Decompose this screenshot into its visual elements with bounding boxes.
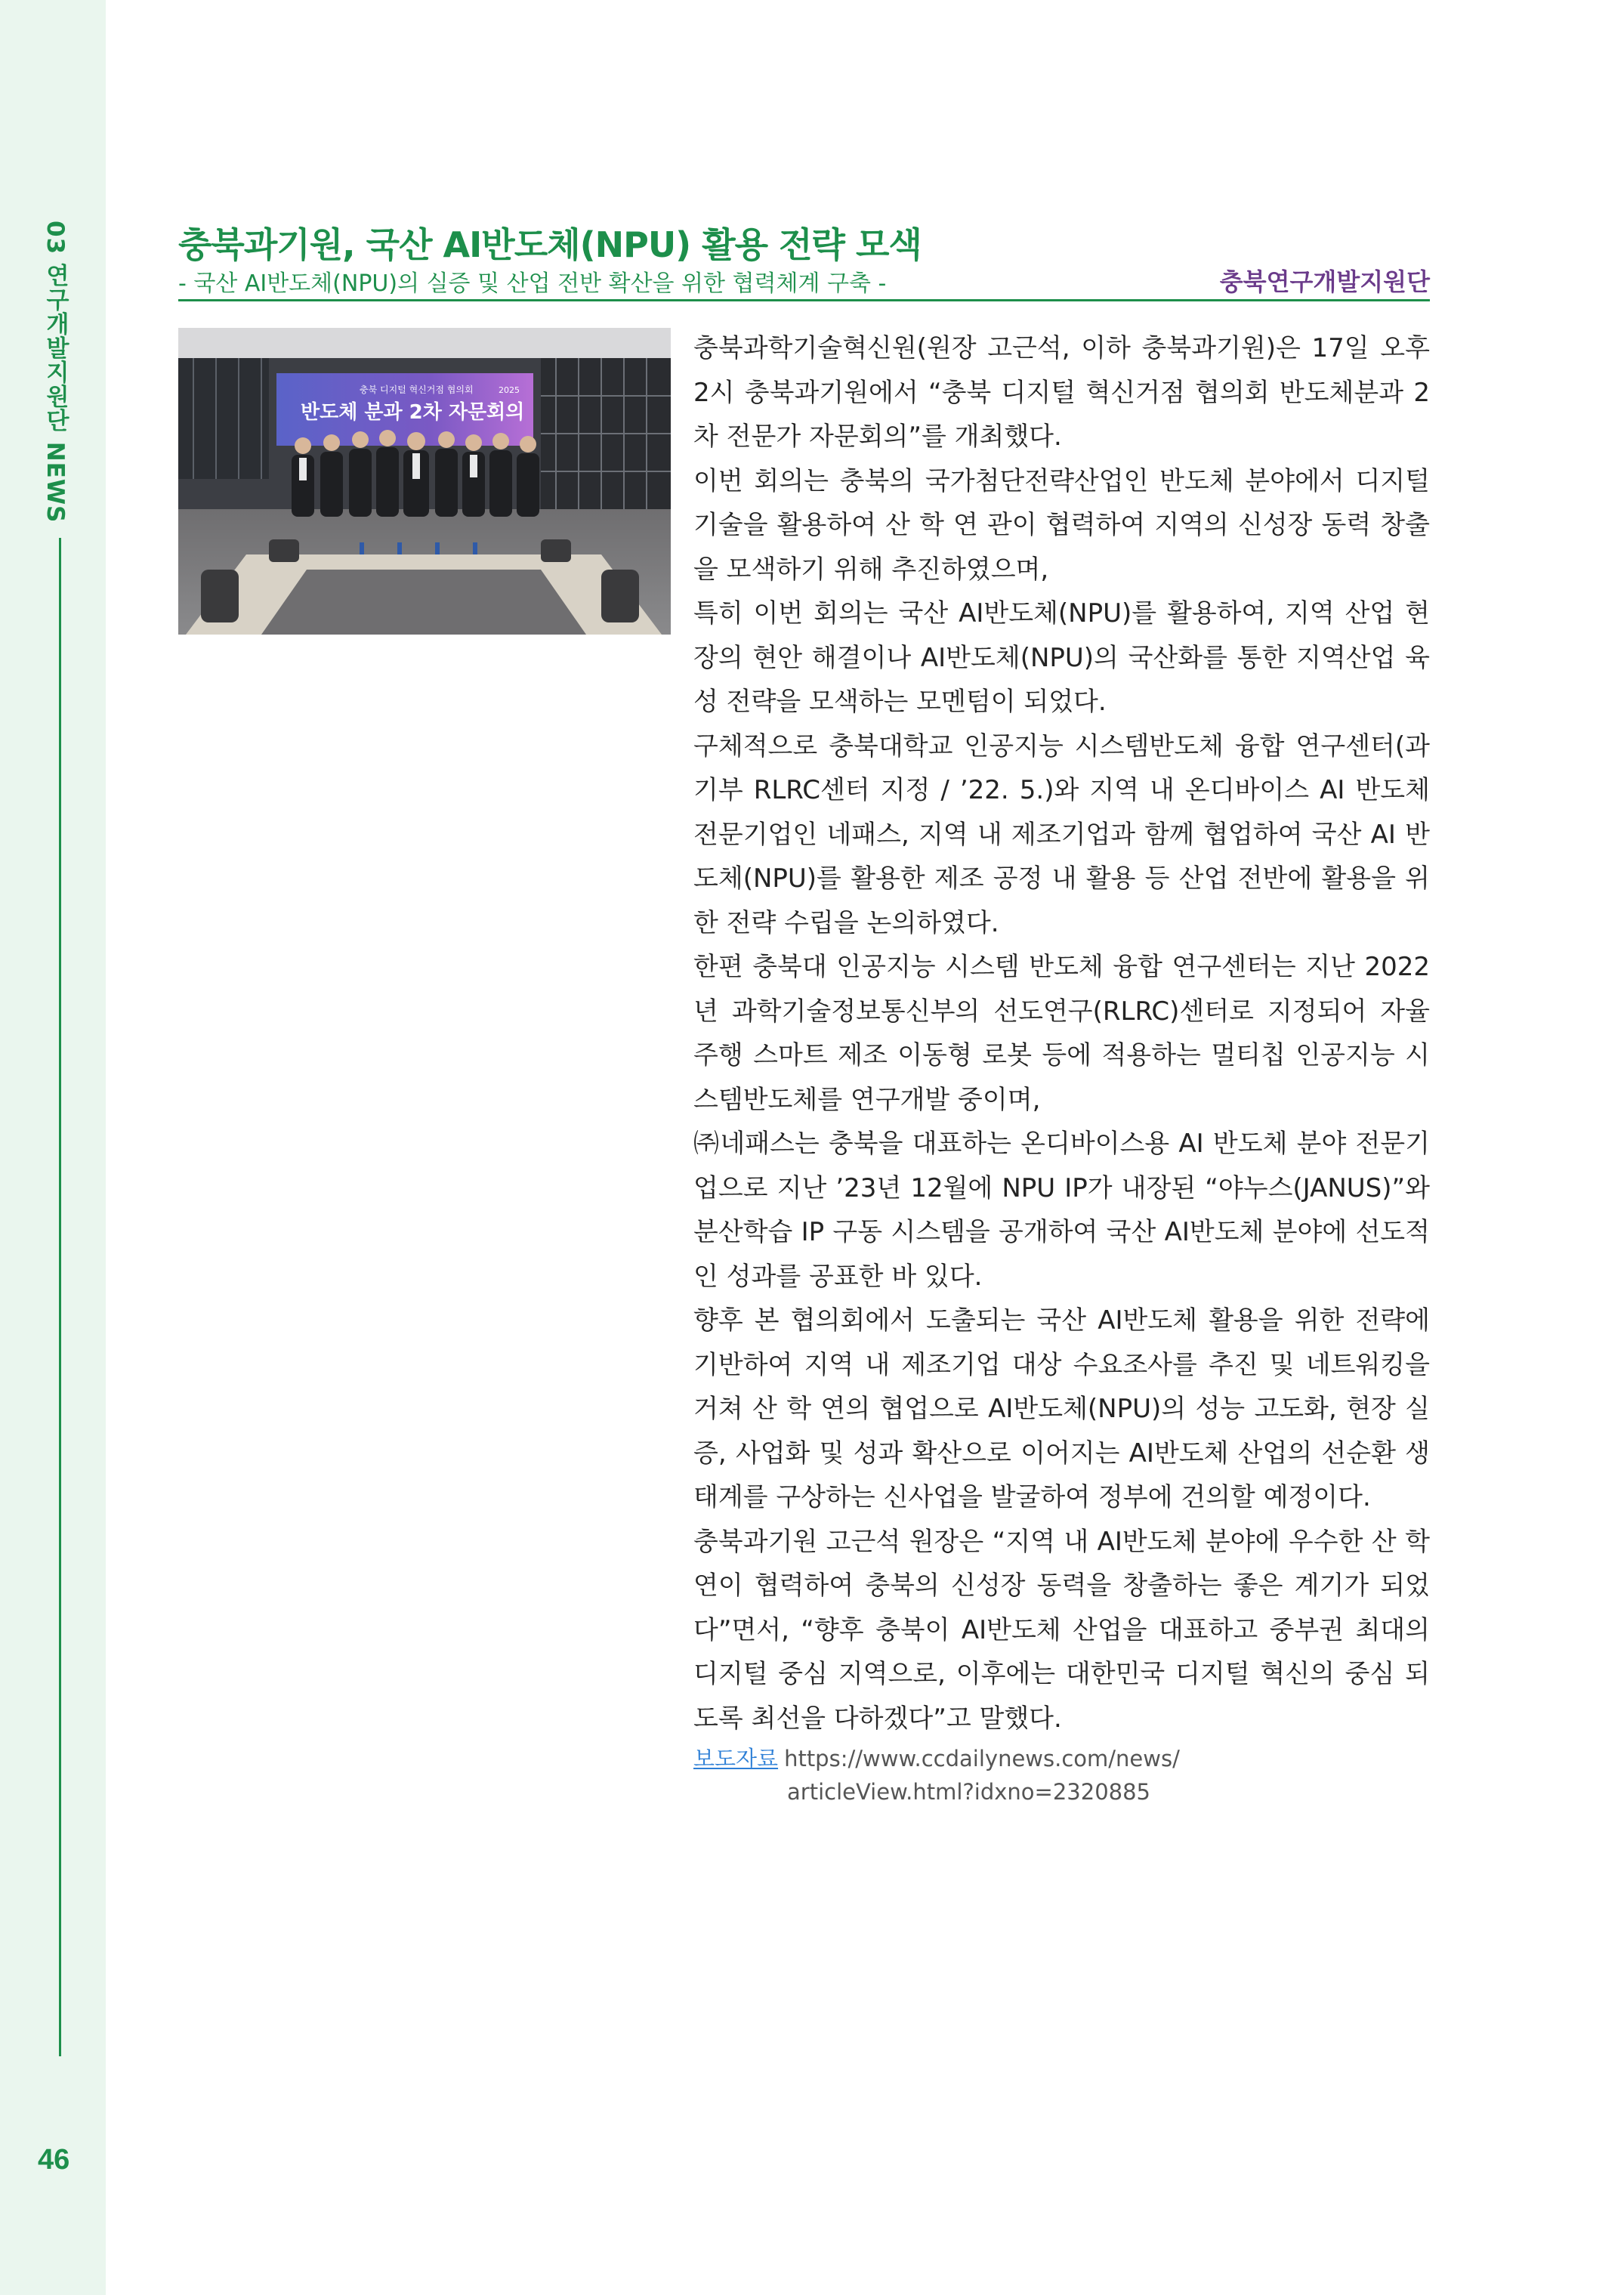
banner-year: 2025 bbox=[499, 385, 520, 395]
banner-line2: 반도체 분과 2차 자문회의 bbox=[301, 401, 525, 424]
organization-name: 충북연구개발지원단 bbox=[1219, 267, 1430, 296]
sidebar-divider bbox=[59, 538, 61, 2056]
press-url-line2[interactable]: articleView.html?idxno=2320885 bbox=[787, 1779, 1150, 1805]
press-url-line1[interactable]: https://www.ccdailynews.com/news/ bbox=[784, 1746, 1180, 1771]
article-subtitle: - 국산 AI반도체(NPU)의 실증 및 산업 전반 확산을 위한 협력체계 구축 - bbox=[178, 270, 887, 297]
paragraph: 충북과학기술혁신원(원장 고근석, 이하 충북과기원)은 17일 오후 2시 충북과기원에서 “충북 디지털 혁신거점 협의회 반도체분과 2차 전문가 자문회의”를 개최했다. bbox=[693, 333, 1430, 452]
banner-line1: 충북 디지털 혁신거점 협의회 bbox=[360, 385, 474, 395]
article-title: 충북과기원, 국산 AI반도체(NPU) 활용 전략 모색 bbox=[178, 224, 922, 265]
meeting-photo-drawing bbox=[178, 328, 671, 635]
paragraph: 구체적으로 충북대학교 인공지능 시스템반도체 융합 연구센터(과기부 RLRC센터 지정 / ’22. 5.)와 지역 내 온디바이스 AI 반도체 전문기업인 네패스, 지역 내 제조기업과 함께 협업하여 국산 AI 반도체(NPU)를 활용한 제조 공정 내 활용 등 산업 전반에 활용을 위한 전략 수립을 논의하였다. bbox=[693, 731, 1430, 938]
page-number: 46 bbox=[38, 2144, 70, 2176]
paragraph: 특히 이번 회의는 국산 AI반도체(NPU)를 활용하여, 지역 산업 현장의 현안 해결이나 AI반도체(NPU)의 국산화를 통한 지역산업 육성 전략을 모색하는 모멘텀이 되었다. bbox=[693, 598, 1430, 717]
section-label: 03 연구개발지원단 NEWS bbox=[42, 221, 69, 524]
paragraph: 충북과기원 고근석 원장은 “지역 내 AI반도체 분야에 우수한 산 학 연이 협력하여 충북의 신성장 동력을 창출하는 좋은 계기가 되었다”면서, “향후 충북이 AI반도체 산업을 대표하고 중부권 최대의 디지털 중심 지역으로, 이후에는 대한민국 디지털 혁신의 중심 되도록 최선을 다하겠다”고 말했다. bbox=[693, 1526, 1430, 1734]
press-release bbox=[693, 1742, 1430, 1809]
attendees-group bbox=[292, 430, 539, 517]
press-release-link[interactable]: 보도자료 bbox=[693, 1746, 779, 1771]
sidebar bbox=[0, 0, 106, 2295]
meeting-photo bbox=[178, 328, 671, 635]
paragraph: 이번 회의는 충북의 국가첨단전략산업인 반도체 분야에서 디지털 기술을 활용하여 산 학 연 관이 협력하여 지역의 신성장 동력 창출을 모색하기 위해 추진하였으며, bbox=[693, 465, 1430, 585]
paragraph: 한편 충북대 인공지능 시스템 반도체 융합 연구센터는 지난 2022년 과학기술정보통신부의 선도연구(RLRC)센터로 지정되어 자율주행 스마트 제조 이동형 로봇 등에 적용하는 멀티칩 인공지능 시스템반도체를 연구개발 중이며, bbox=[693, 952, 1430, 1115]
title-underline bbox=[178, 299, 1430, 301]
paragraph: 향후 본 협의회에서 도출되는 국산 AI반도체 활용을 위한 전략에 기반하여 지역 내 제조기업 대상 수요조사를 추진 및 네트워킹을 거쳐 산 학 연의 협업으로 AI반도체(NPU)의 성능 고도화, 현장 실증, 사업화 및 성과 확산으로 이어지는 AI반도체 산업의 선순환 생태계를 구상하는 신사업을 발굴하여 정부에 건의할 예정이다. bbox=[693, 1305, 1430, 1512]
paragraph: ㈜네패스는 충북을 대표하는 온디바이스용 AI 반도체 분야 전문기업으로 지난 ’23년 12월에 NPU IP가 내장된 “야누스(JANUS)”와 분산학습 IP 구동 시스템을 공개하여 국산 AI반도체 분야에 선도적인 성과를 공표한 바 있다. bbox=[693, 1129, 1430, 1292]
article-body bbox=[693, 326, 1430, 1741]
